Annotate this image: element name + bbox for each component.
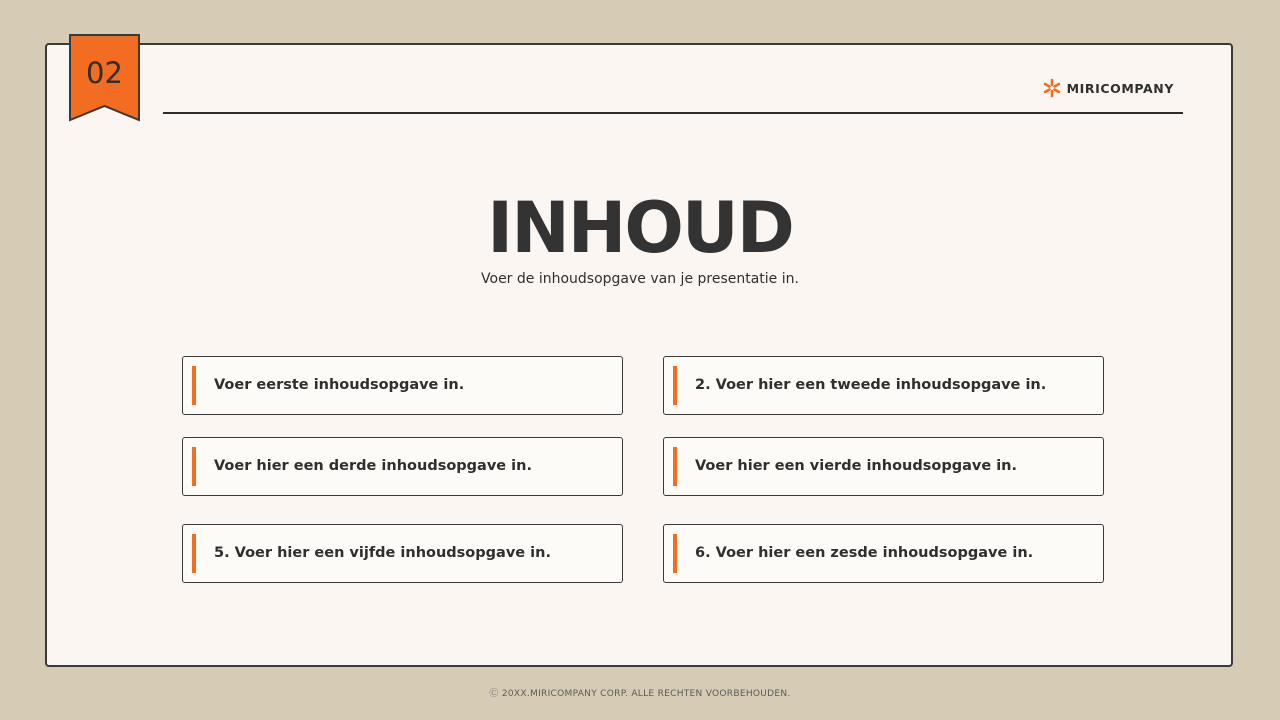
toc-item-label: 6. Voer hier een zesde inhoudsopgave in. (695, 545, 1034, 561)
company-logo (1042, 78, 1174, 98)
toc-accent-bar (673, 534, 677, 573)
toc-item-label: 2. Voer hier een tweede inhoudsopgave in. (695, 377, 1047, 393)
asterisk-logo-icon (1042, 78, 1062, 98)
toc-accent-bar (673, 366, 677, 405)
toc-item-5[interactable] (182, 524, 623, 583)
section-number: 02 (86, 56, 123, 90)
toc-item-label: Voer hier een vierde inhoudsopgave in. (695, 458, 1018, 474)
toc-accent-bar (673, 447, 677, 486)
toc-item-3[interactable] (182, 437, 623, 496)
toc-accent-bar (192, 366, 196, 405)
logo-text: MIRICOMPANY (1066, 80, 1174, 96)
footer-copyright: Ⓒ 20XX.MIRICOMPANY CORP. ALLE RECHTEN VOORBEHOUDEN. (489, 689, 791, 699)
toc-item-label: Voer eerste inhoudsopgave in. (214, 377, 465, 393)
section-number-ribbon (69, 34, 140, 122)
page-subtitle: Voer de inhoudsopgave van je presentatie in. (481, 271, 799, 287)
toc-accent-bar (192, 447, 196, 486)
toc-item-4[interactable] (663, 437, 1104, 496)
page-title: INHOUD (487, 187, 793, 269)
toc-item-label: 5. Voer hier een vijfde inhoudsopgave in. (214, 545, 551, 561)
toc-item-1[interactable] (182, 356, 623, 415)
header-divider (163, 112, 1183, 114)
toc-accent-bar (192, 534, 196, 573)
toc-item-6[interactable] (663, 524, 1104, 583)
toc-item-2[interactable] (663, 356, 1104, 415)
toc-item-label: Voer hier een derde inhoudsopgave in. (214, 458, 532, 474)
